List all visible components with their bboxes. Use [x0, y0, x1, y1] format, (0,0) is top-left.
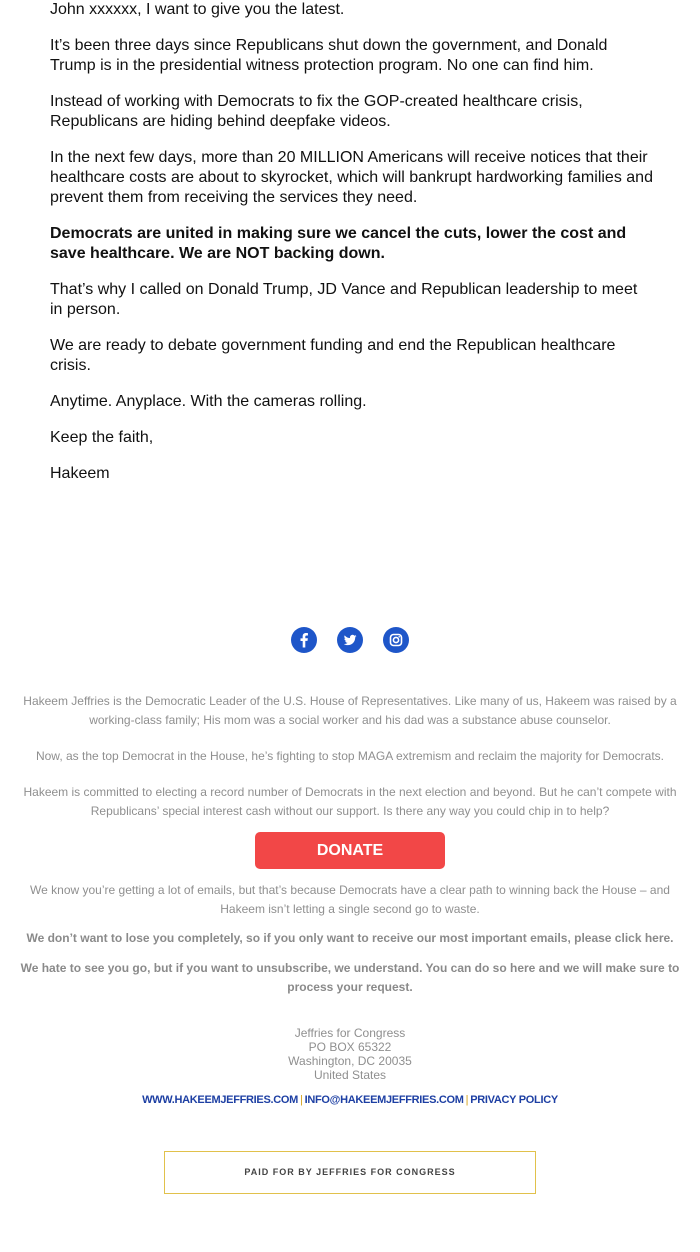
email-link[interactable]: INFO@HAKEEMJEFFRIES.COM	[304, 1094, 464, 1106]
paragraph-called: That’s why I called on Donald Trump, JD Vance and Republican leadership to meet in person.	[50, 281, 638, 318]
social-links	[0, 627, 700, 653]
website-link[interactable]: WWW.HAKEEMJEFFRIES.COM	[142, 1094, 299, 1106]
address-country: United States	[313, 1068, 387, 1082]
donate-button[interactable]: DONATE	[255, 832, 445, 869]
footer-important-emails[interactable]: We don’t want to lose you completely, so if you only want to receive our most important emails, please click here.	[26, 931, 674, 945]
paragraph-notices: In the next few days, more than 20 MILLION Americans will receive notices that their healthcare costs are about to skyrocket, which will bankrupt hardworking families and prevent them from receiving the services they need.	[50, 149, 653, 206]
footer-links	[0, 1094, 700, 1106]
footer-fight: Now, as the top Democrat in the House, he’s fighting to stop MAGA extremism and reclaim the majority for Democrats.	[35, 749, 665, 763]
footer-emails: We know you’re getting a lot of emails, but that’s because Democrats have a clear path to winning back the House – and Hakeem isn’t letting a single second go to waste.	[30, 883, 670, 916]
signature: Hakeem	[50, 465, 110, 482]
footer-commit: Hakeem is committed to electing a record number of Democrats in the next election and beyond. But he can’t compete with Republicans’ special interest cash without our support. Is there any way you could chip in to help?	[23, 785, 677, 818]
privacy-policy-link[interactable]: PRIVACY POLICY	[470, 1094, 558, 1106]
twitter-icon[interactable]	[337, 627, 363, 653]
paragraph-deepfake: Instead of working with Democrats to fix the GOP-created healthcare crisis, Republicans are hiding behind deepfake videos.	[50, 93, 583, 130]
address-pobox: PO BOX 65322	[308, 1040, 392, 1054]
footer-about: Hakeem Jeffries is the Democratic Leader of the U.S. House of Representatives. Like many of us, Hakeem was raised by a working-class family; His mom was a social worker and his dad was a substance abuse counselor.	[23, 694, 677, 727]
link-separator: |	[300, 1094, 303, 1106]
address-name: Jeffries for Congress	[294, 1026, 406, 1040]
facebook-icon[interactable]	[291, 627, 317, 653]
greeting: John xxxxxx, I want to give you the latest.	[50, 1, 345, 18]
instagram-icon[interactable]	[383, 627, 409, 653]
address-city: Washington, DC 20035	[288, 1054, 412, 1068]
paragraph-shutdown: It’s been three days since Republicans shut down the government, and Donald Trump is in the presidential witness protection program. No one can find him.	[50, 37, 608, 74]
link-separator: |	[465, 1094, 469, 1106]
signoff: Keep the faith,	[50, 429, 154, 446]
footer-unsubscribe[interactable]: We hate to see you go, but if you want to unsubscribe, we understand. You can do so here and we will make sure to process your request.	[20, 961, 680, 994]
paragraph-debate: We are ready to debate government funding and end the Republican healthcare crisis.	[50, 337, 616, 374]
paid-for-disclaimer: PAID FOR BY JEFFRIES FOR CONGRESS	[164, 1151, 536, 1194]
paragraph-anytime: Anytime. Anyplace. With the cameras rolling.	[50, 393, 367, 410]
paragraph-united: Democrats are united in making sure we cancel the cuts, lower the cost and save healthcare. We are NOT backing down.	[50, 225, 627, 262]
mailing-address	[0, 1026, 700, 1082]
